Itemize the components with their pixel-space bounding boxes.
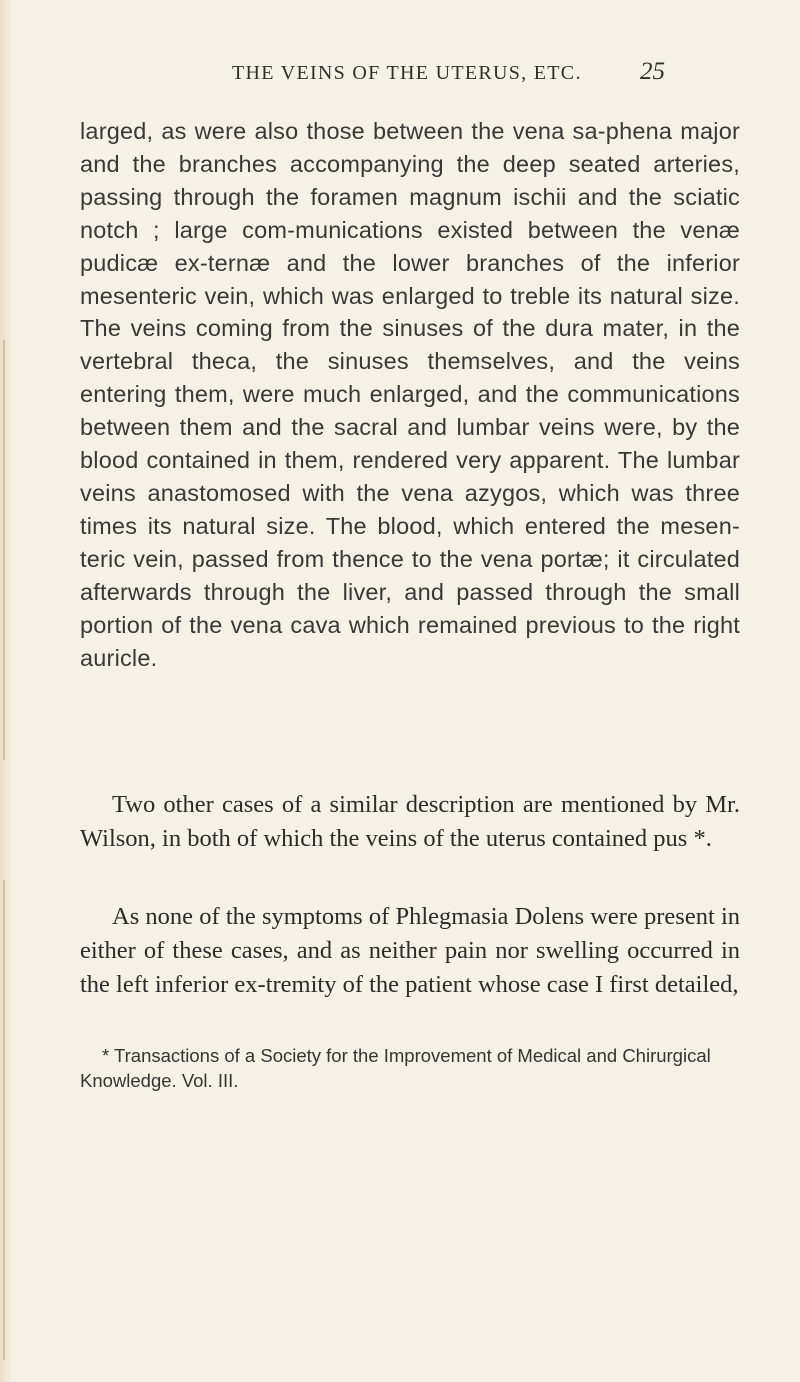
body-paragraph: Two other cases of a similar description are mentioned by Mr. Wilson, in both of which the veins of the uterus contained pus *. (80, 791, 740, 852)
gutter-mark (3, 880, 5, 1360)
running-title: THE VEINS OF THE UTERUS, ETC. (232, 62, 582, 84)
running-head (0, 58, 800, 96)
gutter-mark (3, 340, 5, 760)
footnote: * Transactions of a Society for the Improvement of Medical and Chirurgical Knowledge. Vol. III. (80, 1045, 711, 1091)
page-number: 25 (640, 58, 665, 85)
body-paragraph: As none of the symptoms of Phlegmasia Dolens were present in either of these cases, and as neither pain nor swelling occurred in the left inferior ex-tremity of the patient whose case I first detailed, (80, 903, 740, 998)
body-paragraph: larged, as were also those between the vena sa-phena major and the branches accompanying the deep seated arteries, passing through the foramen magnum ischii and the sciatic notch ; large com-munications existed between the venæ pudicæ ex-ternæ and the lower branches of the inferior mesenteric vein, which was enlarged to treble its natural size. The veins coming from the sinuses of the dura mater, in the vertebral theca, the sinuses themselves, and the veins entering them, were much enlarged, and the communications between them and the sacral and lumbar veins were, by the blood contained in them, rendered very apparent. The lumbar veins anastomosed with the vena azygos, which was three times its natural size. The blood, which entered the mesen-teric vein, passed from thence to the vena portæ; it circulated afterwards through the liver, and passed through the small portion of the vena cava which remained previous to the right auricle. (80, 118, 740, 671)
